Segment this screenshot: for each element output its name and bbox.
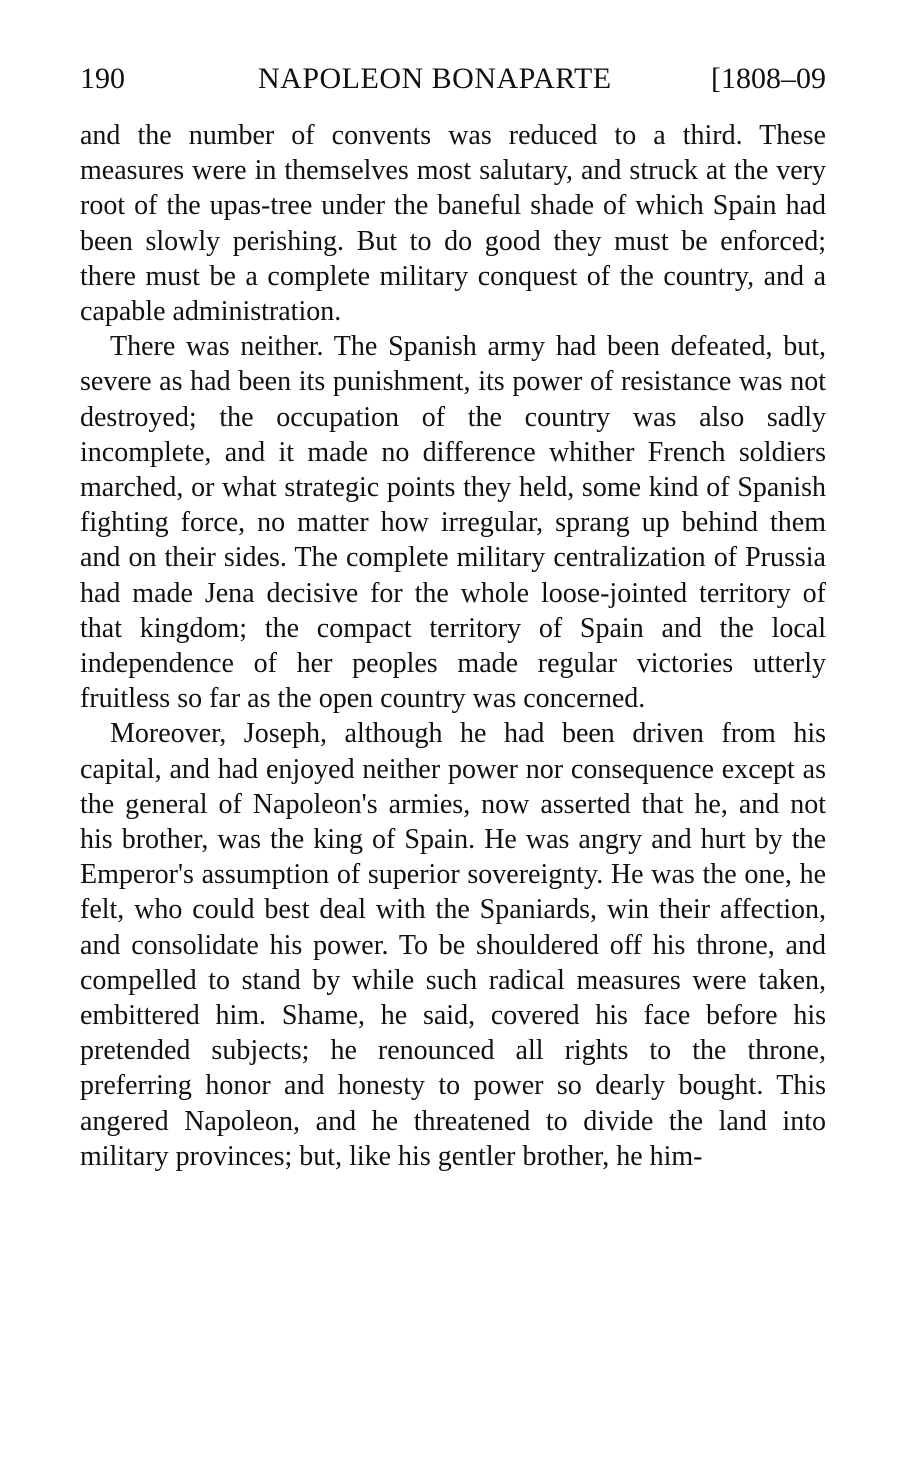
running-head	[80, 58, 826, 100]
date-range: [1808–09	[711, 62, 826, 95]
paragraph: Moreover, Joseph, although he had been driven from his capital, and had enjoyed neither power nor consequence except as the general of Napoleon's armies, now asserted that he, and not his brother, was the king of Spain. He was angry and hurt by the Emperor's assumption of superior sovereignty. He was the one, he felt, who could best deal with the Spaniards, win their affection, and consolidate his power. To be shouldered off his throne, and compelled to stand by while such radical measures were taken, embittered him. Shame, he said, covered his face before his pretended subjects; he renounced all rights to the throne, preferring honor and honesty to power so dearly bought. This angered Napoleon, and he threatened to divide the land into military provinces; but, like his gentler brother, he him-	[80, 718, 826, 1172]
paragraph: There was neither. The Spanish army had been defeated, but, severe as had been its punishment, its power of resistance was not destroyed; the occupation of the country was also sadly incomplete, and it made no difference whither French soldiers marched, or what strategic points they held, some kind of Spanish fighting force, no matter how irregular, sprang up behind them and on their sides. The complete military centralization of Prussia had made Jena decisive for the whole loose-jointed territory of that kingdom; the compact territory of Spain and the local independence of her peoples made regular victories utterly fruitless so far as the open country was concerned.	[80, 331, 826, 715]
page-number: 190	[80, 62, 125, 95]
running-title: NAPOLEON BONAPARTE	[258, 62, 612, 95]
book-page	[80, 58, 826, 1174]
body-text	[80, 118, 826, 1174]
paragraph-continued: and the number of convents was reduced to a third. These measures were in themselves most salutary, and struck at the very root of the upas-tree under the baneful shade of which Spain had been slowly perishing. But to do good they must be enforced; there must be a complete military conquest of the country, and a capable administration.	[80, 120, 826, 328]
